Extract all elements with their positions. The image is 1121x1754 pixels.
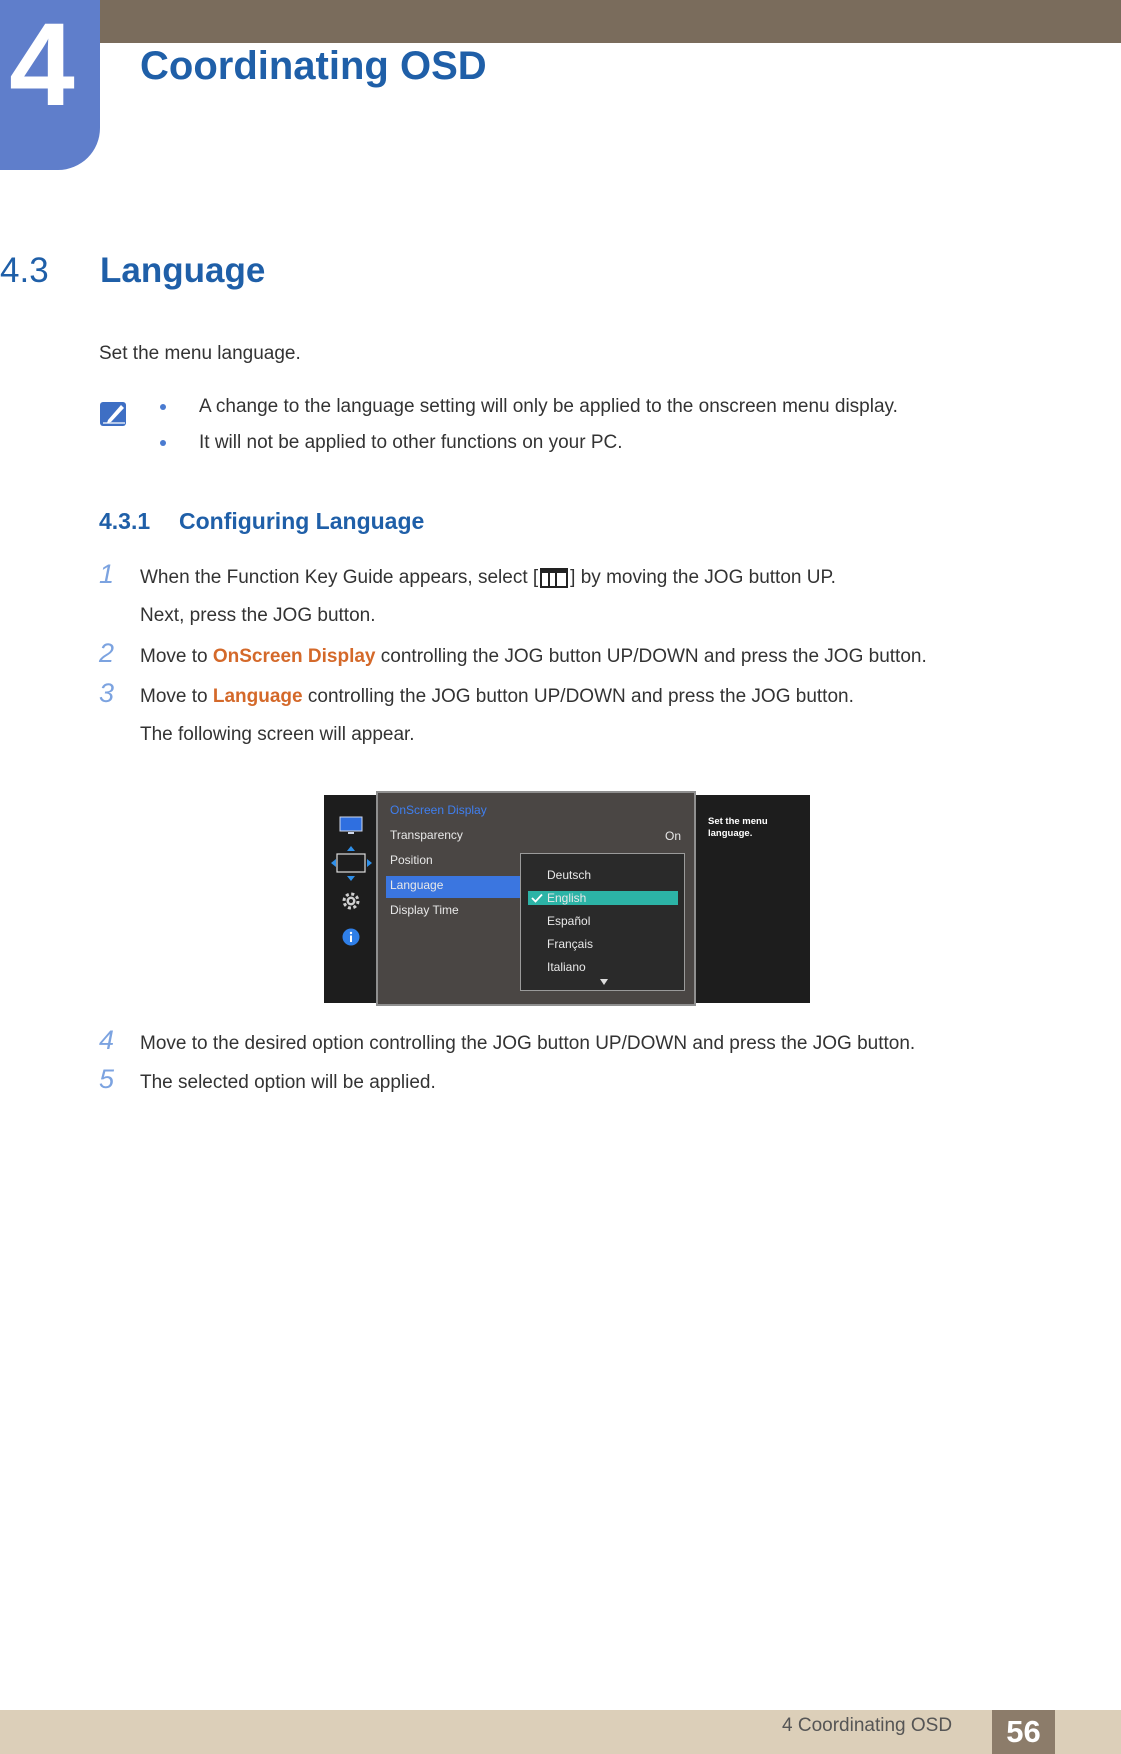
- osd-item-display-time[interactable]: Display Time: [390, 903, 459, 917]
- monitor-icon[interactable]: [339, 816, 363, 836]
- step-number: 2: [99, 638, 115, 668]
- note-bullet: [160, 440, 166, 446]
- subsection-number: 4.3.1: [99, 508, 151, 534]
- page-number: 56: [1006, 1714, 1041, 1749]
- step-text-part: controlling the JOG button UP/DOWN and press the JOG button.: [302, 686, 854, 707]
- chapter-tab: [0, 0, 100, 170]
- top-bar: [0, 0, 1121, 43]
- osd-header: OnScreen Display: [390, 803, 487, 817]
- intro-text: Set the menu language.: [99, 343, 301, 364]
- info-icon[interactable]: [342, 928, 360, 946]
- language-option[interactable]: Français: [547, 937, 594, 951]
- step-text-part: ] by moving the JOG button UP.: [570, 567, 836, 588]
- osd-item-transparency[interactable]: Transparency: [390, 828, 463, 842]
- step-text: [140, 567, 836, 589]
- section-number: 4.3: [0, 251, 49, 290]
- osd-item-language[interactable]: Language: [390, 878, 444, 892]
- menu-grid-icon: [540, 568, 568, 588]
- step-text-part: When the Function Key Guide appears, select [: [140, 567, 539, 588]
- step-text-part: Move to: [140, 646, 213, 667]
- note-bullet: [160, 404, 166, 410]
- language-dropdown: [520, 853, 685, 991]
- language-option-selected[interactable]: English: [547, 891, 587, 905]
- step-number: 3: [99, 678, 115, 708]
- language-menu-name: Language: [212, 686, 303, 707]
- step-text-part: Move to: [140, 686, 213, 707]
- step-text-part: controlling the JOG button UP/DOWN and press the JOG button.: [375, 646, 927, 667]
- checkmark-icon: [531, 893, 543, 903]
- step-number: 1: [99, 559, 115, 589]
- transparency-value: On: [665, 829, 682, 843]
- step-number: 5: [99, 1064, 115, 1094]
- note-icon: [99, 398, 129, 428]
- subsection-heading: [99, 508, 424, 535]
- footer-bar: [0, 1710, 1121, 1754]
- chapter-number: 4: [9, 0, 75, 131]
- gear-icon[interactable]: [341, 891, 361, 911]
- step-text: [140, 646, 927, 668]
- language-option[interactable]: Español: [547, 914, 591, 928]
- step-text: Move to the desired option controlling the JOG button UP/DOWN and press the JOG button.: [140, 1033, 916, 1054]
- step-text: [140, 686, 854, 708]
- note-text: It will not be applied to other functions on your PC.: [199, 432, 623, 453]
- step-subtext: The following screen will appear.: [140, 724, 415, 745]
- footer-chapter-label: 4 Coordinating OSD: [782, 1715, 953, 1736]
- language-option[interactable]: Deutsch: [547, 868, 592, 882]
- scroll-down-icon[interactable]: [600, 979, 608, 985]
- step-subtext: Next, press the JOG button.: [140, 605, 376, 626]
- language-option[interactable]: Italiano: [547, 960, 586, 974]
- step-text: The selected option will be applied.: [140, 1072, 436, 1093]
- move-arrows-icon[interactable]: [331, 846, 373, 882]
- osd-help-text: Set the menu language.: [708, 816, 768, 839]
- step-number: 4: [99, 1025, 115, 1055]
- osd-menu-name: OnScreen Display: [212, 646, 376, 667]
- osd-item-position[interactable]: Position: [390, 853, 433, 867]
- chapter-title: Coordinating OSD: [140, 44, 487, 88]
- subsection-title: Configuring Language: [179, 508, 425, 534]
- section-title: Language: [100, 251, 266, 290]
- note-text: A change to the language setting will only be applied to the onscreen menu display.: [199, 396, 898, 417]
